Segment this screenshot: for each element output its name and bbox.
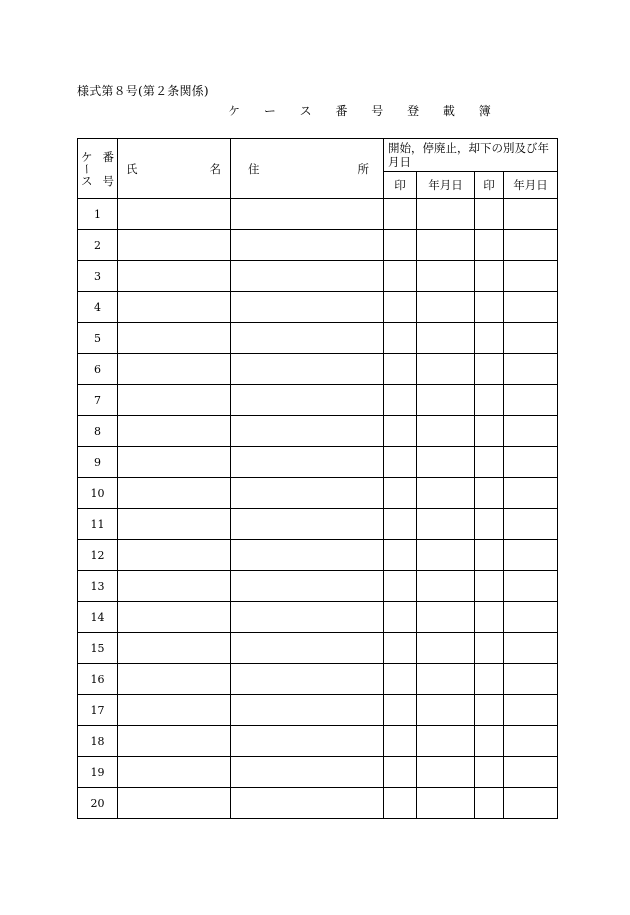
name-cell[interactable] xyxy=(118,509,231,540)
date-cell-1[interactable] xyxy=(417,664,475,695)
address-cell[interactable] xyxy=(231,230,384,261)
date-cell-2[interactable] xyxy=(504,571,558,602)
date-cell-2[interactable] xyxy=(504,354,558,385)
date-cell-2[interactable] xyxy=(504,695,558,726)
table-row xyxy=(78,571,558,602)
table-row xyxy=(78,695,558,726)
name-cell[interactable] xyxy=(118,664,231,695)
name-cell[interactable] xyxy=(118,416,231,447)
form-number: 様式第８号(第２条関係) xyxy=(77,84,209,98)
seal-cell-2[interactable] xyxy=(475,292,504,323)
row-number: 3 xyxy=(78,261,118,292)
seal-cell-1[interactable] xyxy=(384,571,417,602)
seal-cell-1[interactable] xyxy=(384,509,417,540)
table-row xyxy=(78,664,558,695)
date-cell-1[interactable] xyxy=(417,602,475,633)
row-number: 12 xyxy=(78,540,118,571)
name-cell[interactable] xyxy=(118,788,231,819)
status-date-header: 開始，停廃止，却下の別及び年月日 xyxy=(384,139,558,172)
seal-cell-1[interactable] xyxy=(384,385,417,416)
register-body xyxy=(78,199,558,819)
date-cell-2[interactable] xyxy=(504,664,558,695)
address-cell[interactable] xyxy=(231,695,384,726)
seal-header-2: 印 xyxy=(475,172,504,199)
date-cell-2[interactable] xyxy=(504,199,558,230)
date-cell-1[interactable] xyxy=(417,292,475,323)
address-cell[interactable] xyxy=(231,447,384,478)
row-number: 14 xyxy=(78,602,118,633)
table-row xyxy=(78,726,558,757)
seal-cell-2[interactable] xyxy=(475,323,504,354)
date-cell-1[interactable] xyxy=(417,323,475,354)
date-cell-1[interactable] xyxy=(417,757,475,788)
date-cell-2[interactable] xyxy=(504,261,558,292)
row-number: 9 xyxy=(78,447,118,478)
address-cell[interactable] xyxy=(231,602,384,633)
row-number: 6 xyxy=(78,354,118,385)
date-cell-2[interactable] xyxy=(504,230,558,261)
seal-cell-1[interactable] xyxy=(384,478,417,509)
table-row xyxy=(78,323,558,354)
seal-cell-1[interactable] xyxy=(384,540,417,571)
row-number: 18 xyxy=(78,726,118,757)
seal-cell-1[interactable] xyxy=(384,664,417,695)
seal-cell-2[interactable] xyxy=(475,416,504,447)
row-number: 8 xyxy=(78,416,118,447)
date-cell-2[interactable] xyxy=(504,788,558,819)
seal-header-1: 印 xyxy=(384,172,417,199)
date-header-1: 年月日 xyxy=(417,172,475,199)
table-row xyxy=(78,230,558,261)
address-header: 住 所 xyxy=(231,139,384,199)
seal-cell-2[interactable] xyxy=(475,540,504,571)
name-cell[interactable] xyxy=(118,385,231,416)
name-cell[interactable] xyxy=(118,354,231,385)
seal-cell-2[interactable] xyxy=(475,261,504,292)
seal-cell-1[interactable] xyxy=(384,354,417,385)
name-cell[interactable] xyxy=(118,292,231,323)
address-cell[interactable] xyxy=(231,571,384,602)
date-cell-1[interactable] xyxy=(417,695,475,726)
table-row xyxy=(78,354,558,385)
seal-cell-2[interactable] xyxy=(475,354,504,385)
row-number: 10 xyxy=(78,478,118,509)
date-cell-1[interactable] xyxy=(417,416,475,447)
name-cell[interactable] xyxy=(118,695,231,726)
date-cell-2[interactable] xyxy=(504,292,558,323)
seal-cell-2[interactable] xyxy=(475,447,504,478)
date-header-2: 年月日 xyxy=(504,172,558,199)
date-cell-1[interactable] xyxy=(417,540,475,571)
table-row xyxy=(78,478,558,509)
address-cell[interactable] xyxy=(231,726,384,757)
table-row xyxy=(78,602,558,633)
seal-cell-2[interactable] xyxy=(475,230,504,261)
seal-cell-1[interactable] xyxy=(384,633,417,664)
table-row xyxy=(78,261,558,292)
address-cell[interactable] xyxy=(231,664,384,695)
date-cell-1[interactable] xyxy=(417,726,475,757)
date-cell-1[interactable] xyxy=(417,788,475,819)
seal-cell-1[interactable] xyxy=(384,757,417,788)
name-cell[interactable] xyxy=(118,726,231,757)
row-number: 2 xyxy=(78,230,118,261)
table-row xyxy=(78,416,558,447)
name-cell[interactable] xyxy=(118,602,231,633)
seal-cell-1[interactable] xyxy=(384,726,417,757)
case-number-register-table xyxy=(77,138,558,819)
seal-cell-2[interactable] xyxy=(475,633,504,664)
row-number: 4 xyxy=(78,292,118,323)
table-row xyxy=(78,757,558,788)
table-row xyxy=(78,788,558,819)
table-row xyxy=(78,540,558,571)
address-cell[interactable] xyxy=(231,633,384,664)
row-number: 11 xyxy=(78,509,118,540)
seal-cell-1[interactable] xyxy=(384,447,417,478)
seal-cell-2[interactable] xyxy=(475,788,504,819)
table-row xyxy=(78,385,558,416)
row-number: 16 xyxy=(78,664,118,695)
seal-cell-2[interactable] xyxy=(475,478,504,509)
seal-cell-1[interactable] xyxy=(384,416,417,447)
name-cell[interactable] xyxy=(118,230,231,261)
date-cell-2[interactable] xyxy=(504,447,558,478)
table-row xyxy=(78,199,558,230)
name-cell[interactable] xyxy=(118,447,231,478)
seal-cell-2[interactable] xyxy=(475,199,504,230)
seal-cell-1[interactable] xyxy=(384,788,417,819)
date-cell-2[interactable] xyxy=(504,478,558,509)
name-cell[interactable] xyxy=(118,633,231,664)
date-cell-1[interactable] xyxy=(417,385,475,416)
name-cell[interactable] xyxy=(118,323,231,354)
table-row xyxy=(78,633,558,664)
address-cell[interactable] xyxy=(231,416,384,447)
address-cell[interactable] xyxy=(231,757,384,788)
name-cell[interactable] xyxy=(118,540,231,571)
seal-cell-2[interactable] xyxy=(475,385,504,416)
address-cell[interactable] xyxy=(231,509,384,540)
date-cell-2[interactable] xyxy=(504,633,558,664)
seal-cell-2[interactable] xyxy=(475,726,504,757)
address-cell[interactable] xyxy=(231,323,384,354)
row-number: 15 xyxy=(78,633,118,664)
date-cell-1[interactable] xyxy=(417,633,475,664)
row-number: 7 xyxy=(78,385,118,416)
date-cell-2[interactable] xyxy=(504,757,558,788)
seal-cell-2[interactable] xyxy=(475,664,504,695)
row-number: 20 xyxy=(78,788,118,819)
table-row xyxy=(78,447,558,478)
seal-cell-1[interactable] xyxy=(384,323,417,354)
date-cell-1[interactable] xyxy=(417,354,475,385)
address-cell[interactable] xyxy=(231,354,384,385)
seal-cell-1[interactable] xyxy=(384,292,417,323)
seal-cell-1[interactable] xyxy=(384,261,417,292)
date-cell-1[interactable] xyxy=(417,261,475,292)
case-number-header-col1: ケ ー ス xyxy=(79,149,94,188)
document-title: ケ ー ス 番 号 登 載 簿 xyxy=(228,104,501,118)
date-cell-1[interactable] xyxy=(417,447,475,478)
seal-cell-2[interactable] xyxy=(475,757,504,788)
date-cell-2[interactable] xyxy=(504,509,558,540)
date-cell-1[interactable] xyxy=(417,571,475,602)
row-number: 13 xyxy=(78,571,118,602)
date-cell-1[interactable] xyxy=(417,478,475,509)
date-cell-1[interactable] xyxy=(417,230,475,261)
seal-cell-1[interactable] xyxy=(384,695,417,726)
address-cell[interactable] xyxy=(231,385,384,416)
name-header: 氏 名 xyxy=(118,139,231,199)
date-cell-1[interactable] xyxy=(417,199,475,230)
row-number: 19 xyxy=(78,757,118,788)
table-row xyxy=(78,509,558,540)
seal-cell-1[interactable] xyxy=(384,230,417,261)
seal-cell-2[interactable] xyxy=(475,571,504,602)
row-number: 5 xyxy=(78,323,118,354)
row-number: 17 xyxy=(78,695,118,726)
date-cell-2[interactable] xyxy=(504,602,558,633)
address-cell[interactable] xyxy=(231,292,384,323)
table-row xyxy=(78,292,558,323)
date-cell-1[interactable] xyxy=(417,509,475,540)
address-cell[interactable] xyxy=(231,478,384,509)
seal-cell-2[interactable] xyxy=(475,695,504,726)
name-cell[interactable] xyxy=(118,199,231,230)
address-cell[interactable] xyxy=(231,540,384,571)
date-cell-2[interactable] xyxy=(504,323,558,354)
row-number: 1 xyxy=(78,199,118,230)
name-cell[interactable] xyxy=(118,757,231,788)
address-cell[interactable] xyxy=(231,261,384,292)
case-number-header-col2: 番 号 xyxy=(102,149,114,188)
date-cell-2[interactable] xyxy=(504,416,558,447)
case-number-header xyxy=(78,139,118,199)
date-cell-2[interactable] xyxy=(504,540,558,571)
address-cell[interactable] xyxy=(231,788,384,819)
seal-cell-2[interactable] xyxy=(475,509,504,540)
address-cell[interactable] xyxy=(231,199,384,230)
date-cell-2[interactable] xyxy=(504,726,558,757)
date-cell-2[interactable] xyxy=(504,385,558,416)
name-cell[interactable] xyxy=(118,571,231,602)
seal-cell-2[interactable] xyxy=(475,602,504,633)
seal-cell-1[interactable] xyxy=(384,199,417,230)
name-cell[interactable] xyxy=(118,478,231,509)
name-cell[interactable] xyxy=(118,261,231,292)
seal-cell-1[interactable] xyxy=(384,602,417,633)
